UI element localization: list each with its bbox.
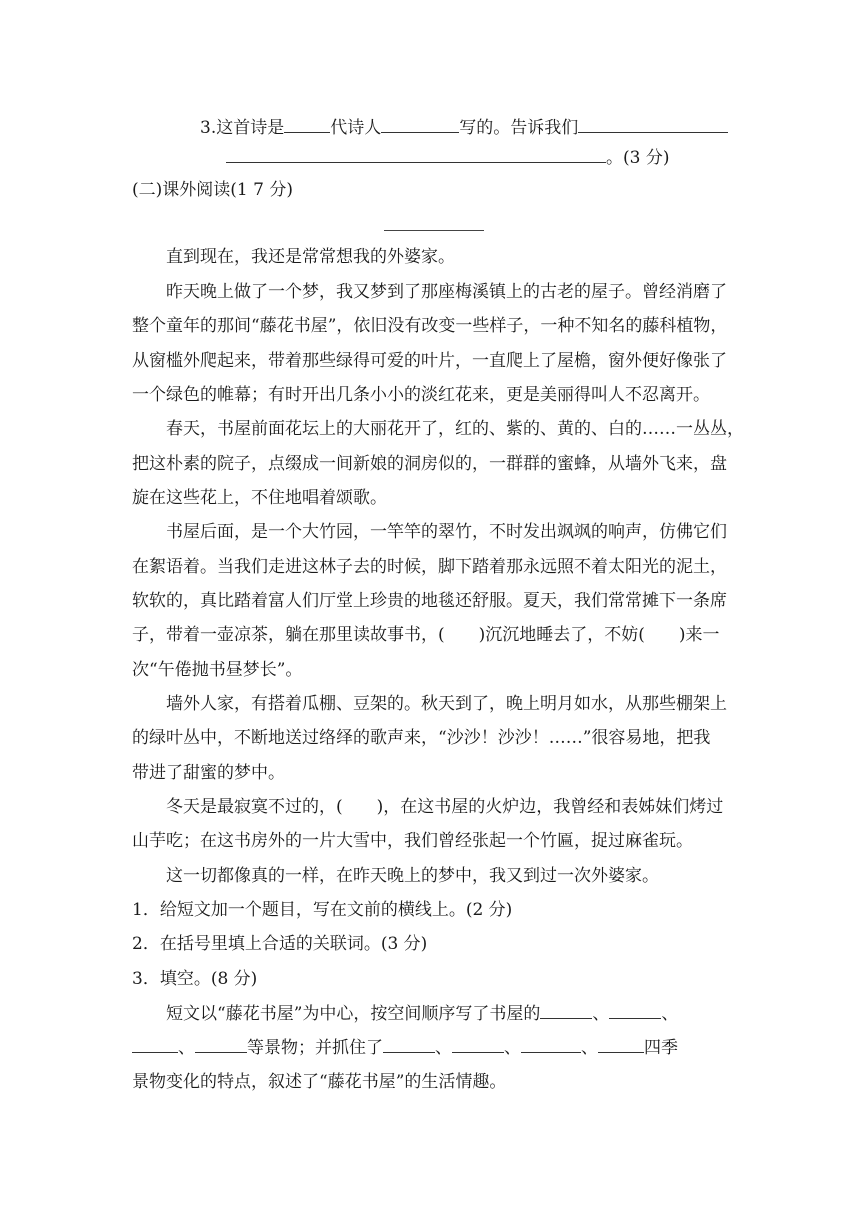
q3-fill-line-1	[166, 1002, 678, 1025]
passage-p4-line-4: 子，带着一壶凉茶，躺在那里读故事书，( )沉沉地睡去了，不妨( )来一	[132, 625, 720, 645]
question-2: 2．在括号里填上合适的关联词。(3 分)	[132, 934, 428, 954]
season-blank-3[interactable]	[521, 1036, 581, 1053]
passage-p2-line-4: 一个绿色的帷幕；有时开出几条小小的淡红花来，更是美丽得叫人不忍离开。	[132, 385, 710, 405]
separator: 、	[581, 1038, 598, 1058]
season-blank-1[interactable]	[383, 1036, 435, 1053]
separator: 、	[592, 1004, 610, 1024]
poem-q3-text-1: 3.这首诗是	[200, 118, 285, 138]
passage-p5-line-2: 的绿叶丛中，不断地送过络绎的歌声来，“沙沙！沙沙！……”很容易地，把我	[132, 728, 711, 748]
q3-fill-line-2	[132, 1036, 678, 1059]
poem-q3-end: 。(3 分)	[606, 148, 670, 168]
passage-p2-line-1: 昨天晚上做了一个梦，我又梦到了那座梅溪镇上的古老的屋子。曾经消磨了	[166, 282, 727, 302]
passage-p3-line-2: 把这朴素的院子，点缀成一间新娘的洞房似的，一群群的蜜蜂，从墙外飞来，盘	[132, 454, 727, 474]
passage-p5-line-3: 带进了甜蜜的梦中。	[132, 763, 285, 783]
poem-q3-text-3: 写的。告诉我们	[459, 118, 579, 138]
scenery-blank-2[interactable]	[609, 1002, 661, 1019]
passage-p4-line-5: 次“午倦抛书昼梦长”。	[132, 660, 303, 680]
question-1: 1．给短文加一个题目，写在文前的横线上。(2 分)	[132, 900, 513, 920]
passage-p4-line-3: 软软的，真比踏着富人们厅堂上珍贵的地毯还舒服。夏天，我们常常摊下一条席	[132, 591, 727, 611]
meaning-blank-2[interactable]	[226, 146, 606, 163]
season-blank-4[interactable]	[598, 1036, 644, 1053]
poem-question-3-line-2	[226, 146, 669, 169]
scenery-blank-3[interactable]	[132, 1036, 178, 1053]
poet-blank[interactable]	[381, 116, 459, 133]
passage-paragraph-7: 这一切都像真的一样，在昨天晚上的梦中，我又到过一次外婆家。	[166, 866, 659, 886]
question-3: 3．填空。(8 分)	[132, 969, 258, 989]
q3-fill-text-2: 等景物；并抓住了	[247, 1038, 383, 1058]
passage-p4-line-1: 书屋后面，是一个大竹园，一竿竿的翠竹，不时发出飒飒的响声，仿佛它们	[166, 522, 727, 542]
passage-p4-line-2: 在絮语着。当我们走进这林子去的时候，脚下踏着那永远照不着太阳光的泥土，	[132, 557, 727, 577]
passage-p3-line-1: 春天，书屋前面花坛上的大丽花开了，红的、紫的、黄的、白的……一丛丛，	[166, 419, 744, 439]
dynasty-blank[interactable]	[284, 116, 330, 133]
separator: 、	[504, 1038, 521, 1058]
separator: 、	[178, 1038, 195, 1058]
q3-fill-line-3: 景物变化的特点，叙述了“藤花书屋”的生活情趣。	[132, 1072, 507, 1092]
season-blank-2[interactable]	[452, 1036, 504, 1053]
q3-fill-text-3: 四季	[644, 1038, 678, 1058]
section-heading: (二)课外阅读(1 7 分)	[132, 180, 293, 200]
passage-p2-line-2: 整个童年的那间“藤花书屋”，依旧没有改变一些样子，一种不知名的藤科植物，	[132, 316, 728, 336]
separator: 、	[435, 1038, 452, 1058]
title-blank-line[interactable]	[384, 230, 484, 231]
passage-paragraph-1: 直到现在，我还是常常想我的外婆家。	[166, 247, 455, 267]
scenery-blank-1[interactable]	[540, 1002, 592, 1019]
poem-q3-text-2: 代诗人	[330, 118, 382, 138]
poem-question-3	[200, 116, 728, 139]
passage-p6-line-2: 山芋吃；在这书房外的一片大雪中，我们曾经张起一个竹匾，捉过麻雀玩。	[132, 831, 693, 851]
passage-p3-line-3: 旋在这些花上，不住地唱着颂歌。	[132, 488, 387, 508]
scenery-blank-4[interactable]	[195, 1036, 247, 1053]
passage-p5-line-1: 墙外人家，有搭着瓜棚、豆架的。秋天到了，晚上明月如水，从那些棚架上	[166, 694, 727, 714]
separator: 、	[661, 1004, 679, 1024]
q3-fill-text-1: 短文以“藤花书屋”为中心，按空间顺序写了书屋的	[166, 1004, 541, 1024]
passage-p2-line-3: 从窗槛外爬起来，带着那些绿得可爱的叶片，一直爬上了屋檐，窗外便好像张了	[132, 351, 727, 371]
passage-p6-line-1: 冬天是最寂寞不过的，( )，在这书屋的火炉边，我曾经和表姊妹们烤过	[166, 797, 724, 817]
meaning-blank-1[interactable]	[578, 116, 728, 133]
